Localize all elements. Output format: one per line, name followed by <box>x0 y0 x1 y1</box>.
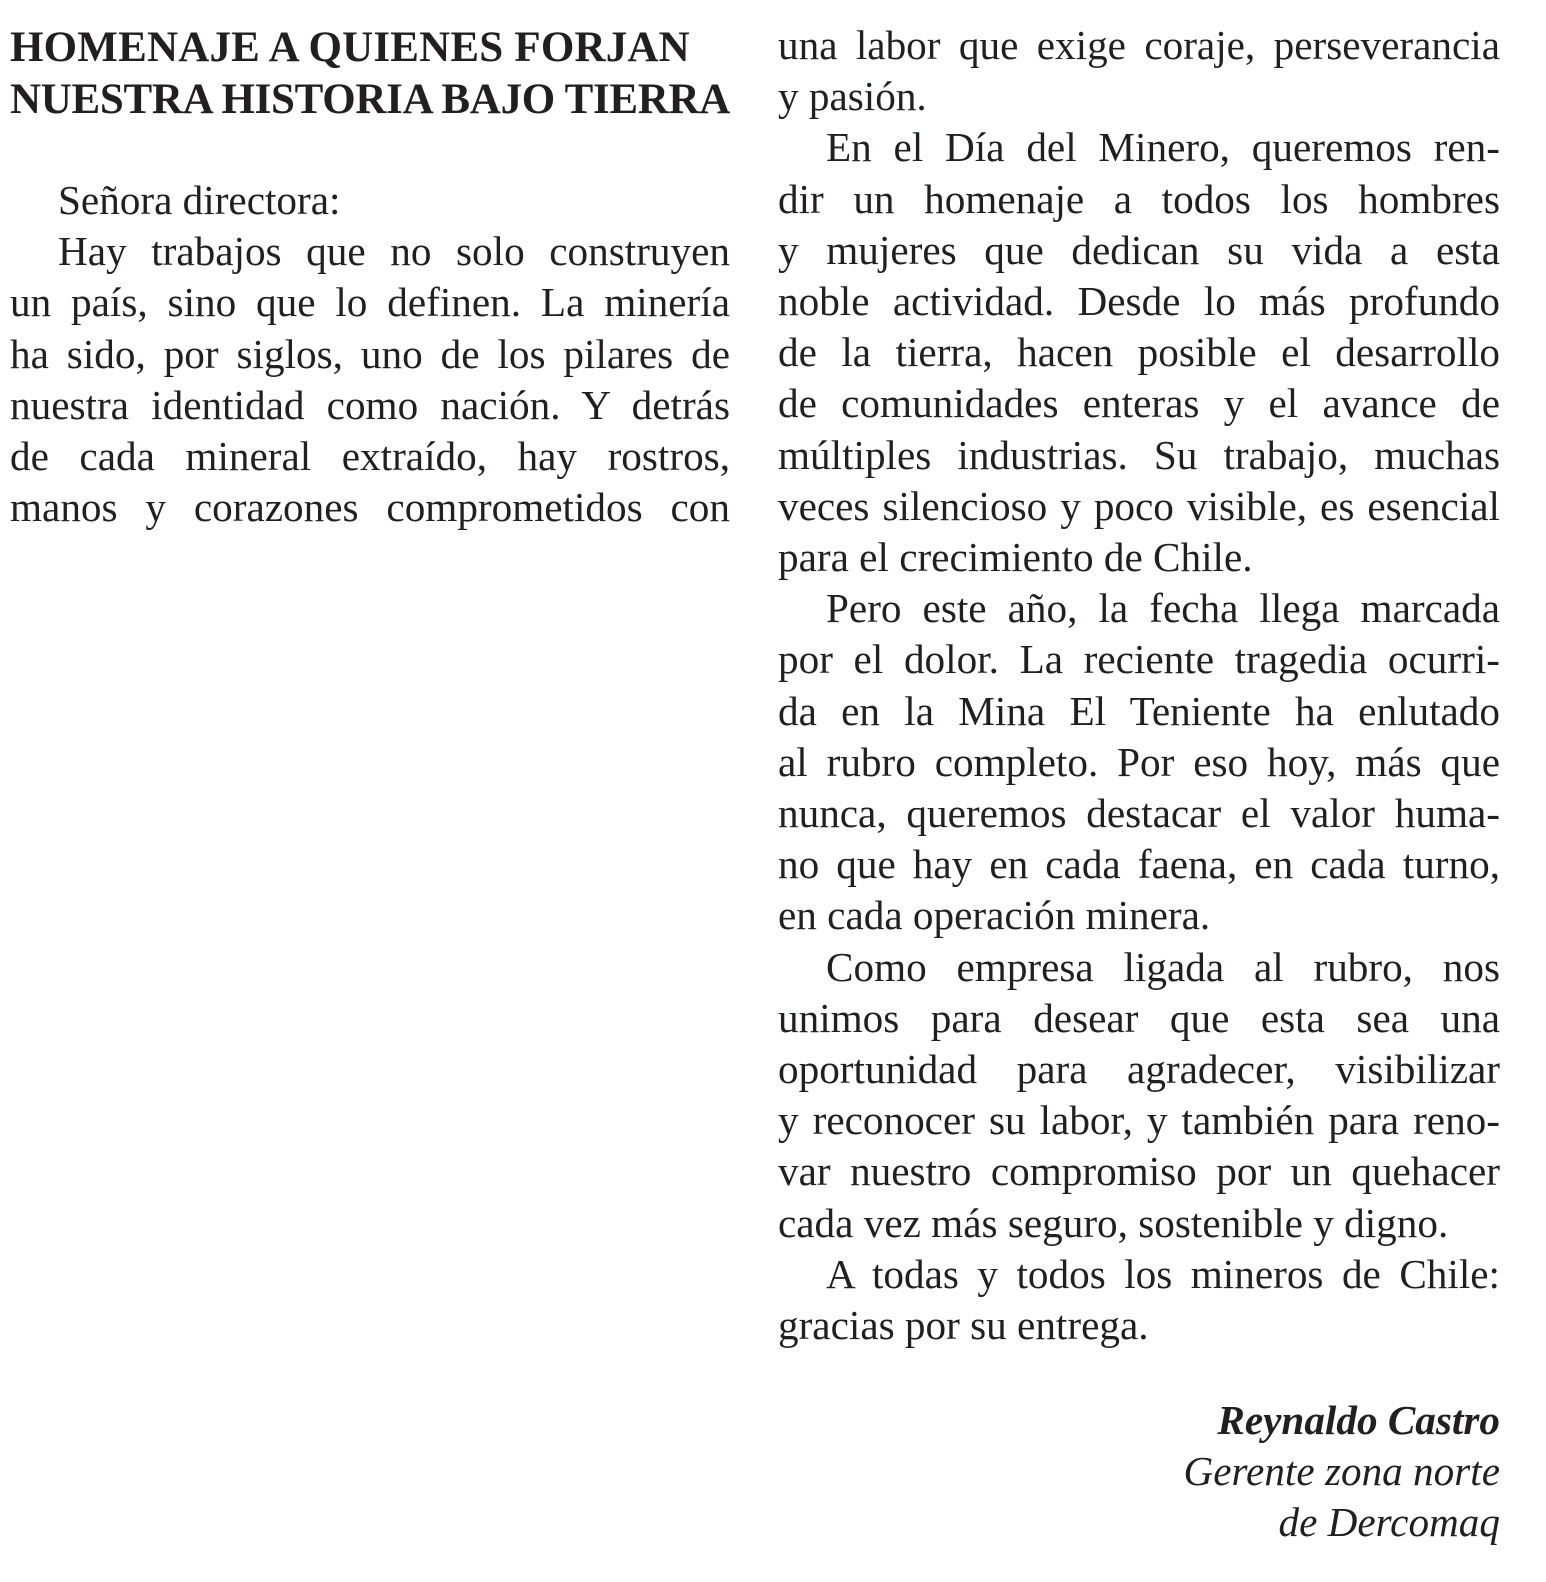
text-line: para el crecimiento de Chile. <box>778 534 1253 581</box>
headline <box>10 22 730 126</box>
text-line: múltiples industrias. Su trabajo, muchas <box>778 431 1500 478</box>
text-line: Como empresa ligada al rubro, nos <box>826 943 1500 990</box>
text-line: noble actividad. Desde lo más profundo <box>778 278 1500 325</box>
text-line: da en la Mina El Teniente ha enlutado <box>778 687 1500 734</box>
signature-name: Reynaldo Castro <box>1217 1397 1500 1443</box>
text-line: manos y corazones comprometidos con <box>10 484 730 531</box>
text-line: nunca, queremos destacar el valor huma- <box>778 790 1500 837</box>
headline-line-1: HOMENAJE A QUIENES FORJAN <box>10 24 690 71</box>
text-line: gracias por su entrega. <box>778 1302 1149 1349</box>
text-line: Pero este año, la fecha llega marcada <box>826 585 1500 632</box>
text-line: de cada mineral extraído, hay rostros, <box>10 433 730 480</box>
text-line: var nuestro compromiso por un quehacer <box>778 1148 1500 1195</box>
letter-body-left <box>10 175 730 533</box>
signature-title: Gerente zona norte <box>1183 1448 1500 1495</box>
text-line: y reconocer su labor, y también para reno- <box>778 1097 1500 1144</box>
headline-line-2: NUESTRA HISTORIA BAJO TIERRA <box>10 76 731 123</box>
text-line: una labor que exige coraje, perseverancia <box>778 22 1500 68</box>
text-line: Hay trabajos que no solo construyen <box>58 228 730 275</box>
text-line: ha sido, por siglos, uno de los pilares de <box>10 330 730 377</box>
text-line: en cada operación minera. <box>778 892 1211 939</box>
text-line: por el dolor. La reciente tragedia ocurri- <box>778 636 1500 683</box>
text-line: de la tierra, hacen posible el desarrollo <box>778 329 1500 376</box>
text-line: y pasión. <box>778 73 927 120</box>
text-line: no que hay en cada faena, en cada turno, <box>778 841 1500 888</box>
text-line: unimos para desear que esta sea una <box>778 994 1500 1041</box>
text-line: un país, sino que lo definen. La minería <box>10 279 730 326</box>
text-line: veces silencioso y poco visible, es esencial <box>778 482 1500 529</box>
text-line: nuestra identidad como nación. Y detrás <box>10 381 730 428</box>
text-line: y mujeres que dedican su vida a esta <box>778 226 1500 273</box>
letter-body-right <box>778 20 1500 1351</box>
salutation: Señora directora: <box>58 177 341 223</box>
text-line: oportunidad para agradecer, visibilizar <box>778 1046 1500 1093</box>
text-line: cada vez más seguro, sostenible y digno. <box>778 1199 1449 1246</box>
text-line: A todas y todos los mineros de Chile: <box>826 1250 1500 1297</box>
signature-block <box>1184 1395 1500 1549</box>
text-line: de comunidades enteras y el avance de <box>778 380 1500 427</box>
signature-company: de Dercomaq <box>1278 1499 1500 1546</box>
text-line: dir un homenaje a todos los hombres <box>778 175 1500 222</box>
text-line: al rubro completo. Por eso hoy, más que <box>778 738 1500 785</box>
text-line: En el Día del Minero, queremos ren- <box>826 124 1500 171</box>
